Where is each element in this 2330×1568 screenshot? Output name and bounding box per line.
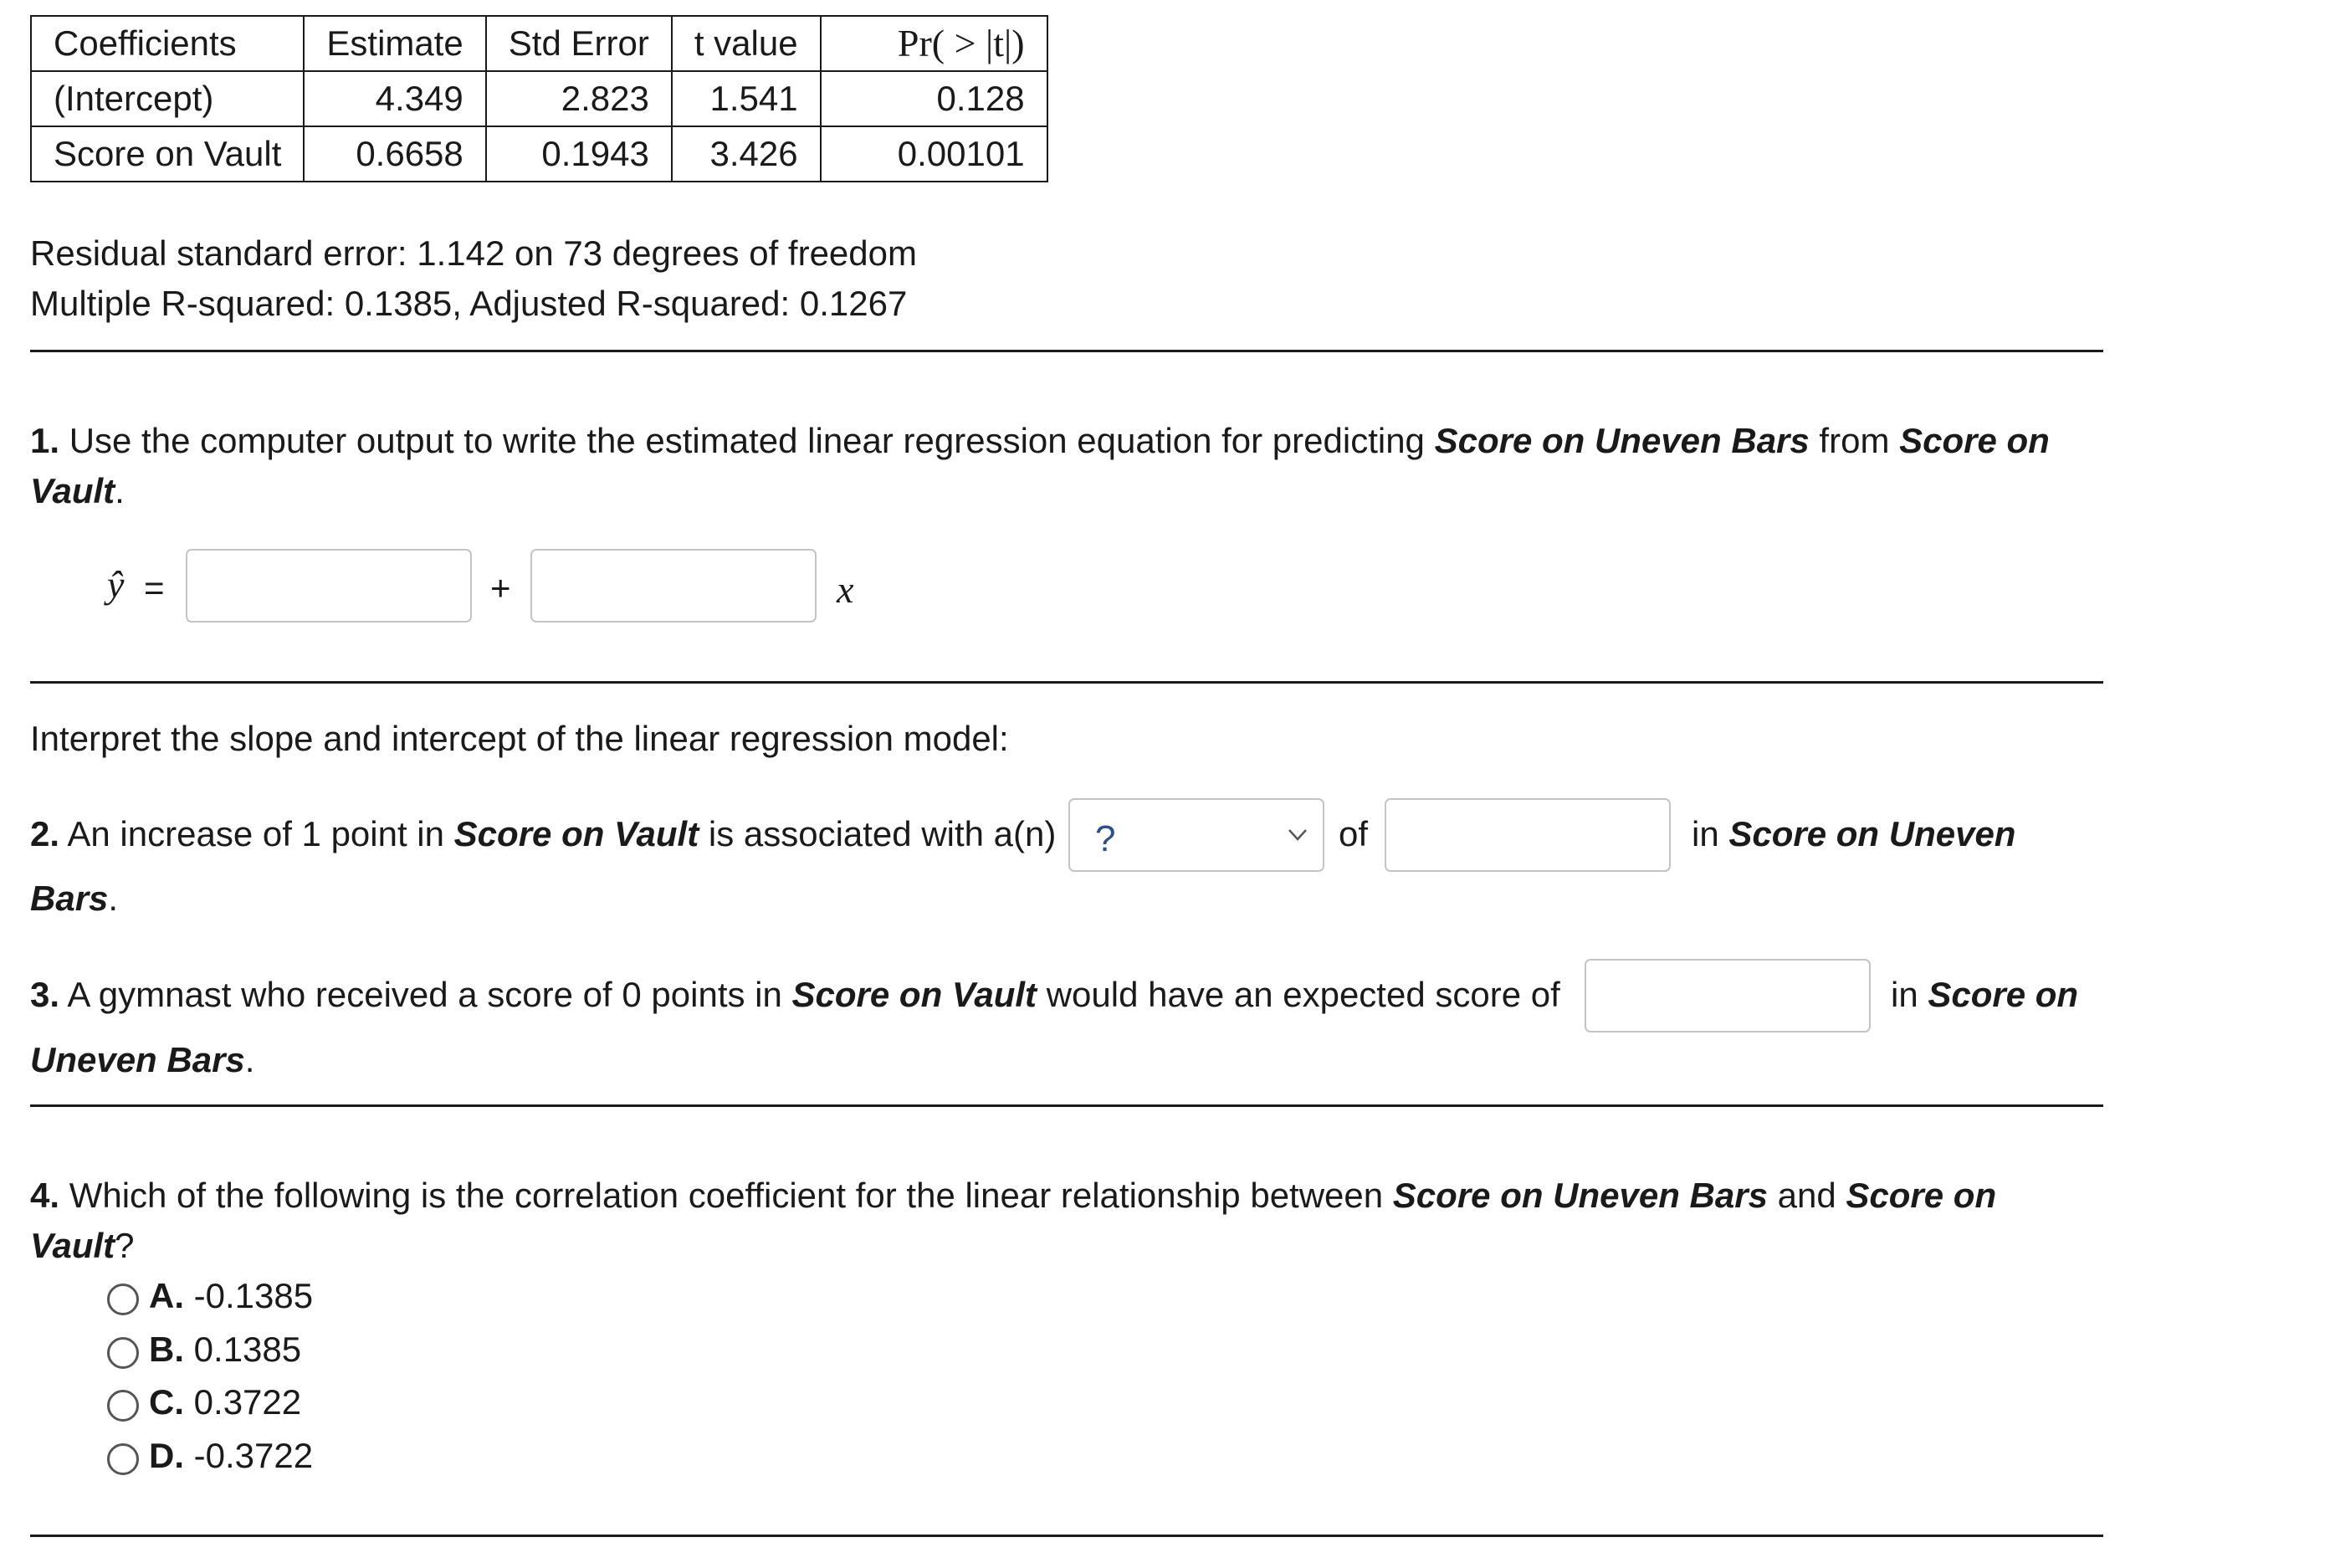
question-3-tail [1891, 977, 2078, 1012]
table-cell: 2.823 [486, 71, 672, 126]
table-cell: Score on Vault [31, 126, 304, 182]
intercept-input[interactable] [186, 549, 472, 623]
variable-name: Score on Uneven [1728, 814, 2016, 853]
table-header-cell: t value [672, 16, 821, 71]
punctuation: . [115, 471, 125, 510]
question-1-text [30, 423, 2050, 459]
question-2-tail [1692, 814, 2016, 853]
variable-name: Score on Vault [453, 814, 699, 853]
question-2-text-cont [30, 881, 118, 916]
question-text: A gymnast who received a score of 0 points in [59, 975, 792, 1014]
variable-name: Uneven Bars [30, 1040, 245, 1079]
table-cell: 4.349 [304, 71, 485, 126]
option-letter: C. [149, 1382, 184, 1422]
variable-name: Score on Uneven Bars [1392, 1176, 1768, 1215]
option-value: -0.1385 [184, 1276, 314, 1315]
slope-input[interactable] [530, 549, 817, 623]
question-text: from [1809, 421, 1900, 460]
option-value: -0.3722 [184, 1436, 314, 1475]
punctuation: ? [115, 1226, 135, 1265]
question-3-text [30, 977, 1560, 1012]
table-cell: 1.541 [672, 71, 821, 126]
table-cell: 0.00101 [821, 126, 1047, 182]
table-row [31, 126, 1047, 182]
table-row [31, 71, 1047, 126]
direction-select[interactable] [1068, 798, 1324, 872]
chevron-down-icon [1288, 828, 1308, 842]
r-squared-text: Multiple R-squared: 0.1385, Adjusted R-squared: 0.1267 [30, 284, 908, 323]
option-label [149, 1382, 302, 1422]
question-2-text [30, 814, 1057, 853]
variable-name: Score on [1899, 421, 2050, 460]
interpret-heading: Interpret the slope and intercept of the linear regression model: [30, 719, 1009, 758]
select-value: ? [1095, 818, 1116, 859]
divider [30, 681, 2103, 684]
table-cell: 0.128 [821, 71, 1047, 126]
option-value: 0.3722 [184, 1382, 302, 1422]
option-label [149, 1438, 313, 1473]
equals-sign: = [144, 568, 165, 607]
plus-sign: + [490, 568, 511, 607]
table-header-cell: Estimate [304, 16, 485, 71]
question-text: Use the computer output to write the estimated linear regression equation for predicting [59, 421, 1435, 460]
of-text: of [1339, 814, 1369, 853]
variable-name: Score on Vault [791, 975, 1037, 1014]
question-1-text-cont [30, 471, 125, 510]
punctuation: . [244, 1040, 255, 1079]
variable-name: Score on Uneven Bars [1434, 421, 1810, 460]
table-cell: 0.6658 [304, 126, 485, 182]
question-number: 2. [30, 814, 60, 853]
question-4-text [30, 1178, 1996, 1213]
variable-name: Vault [30, 1226, 115, 1265]
variable-name: Score on [1846, 1176, 1997, 1215]
table-header-row [31, 16, 1047, 71]
question-3-text-cont [30, 1040, 255, 1079]
option-letter: B. [149, 1330, 184, 1369]
residual-error-text: Residual standard error: 1.142 on 73 degrees of freedom [30, 233, 917, 273]
radio-button[interactable] [107, 1337, 139, 1369]
question-text: would have an expected score of [1037, 975, 1560, 1014]
question-text: is associated with a(n) [699, 814, 1057, 853]
table-header-cell: Std Error [486, 16, 672, 71]
table-cell: (Intercept) [31, 71, 304, 126]
question-number: 4. [30, 1176, 60, 1215]
option-label [149, 1278, 313, 1314]
intercept-interpretation-input[interactable] [1585, 959, 1871, 1033]
radio-button[interactable] [107, 1390, 139, 1422]
question-number: 3. [30, 975, 60, 1014]
divider [30, 1104, 2103, 1107]
option-label [149, 1332, 301, 1367]
table-header-cell: Coefficients [31, 16, 304, 71]
punctuation: . [108, 879, 119, 918]
question-text: An increase of 1 point in [59, 814, 454, 853]
table-cell: 3.426 [672, 126, 821, 182]
x-variable: x [837, 568, 854, 611]
table-cell: 0.1943 [486, 126, 672, 182]
slope-amount-input[interactable] [1385, 798, 1671, 872]
question-text: Which of the following is the correlation coefficient for the linear relationship between [59, 1176, 1393, 1215]
divider [30, 1535, 2103, 1537]
option-letter: A. [149, 1276, 184, 1315]
radio-button[interactable] [107, 1443, 139, 1475]
question-number: 1. [30, 421, 60, 460]
table-header-cell: Pr( > |t|) [821, 16, 1047, 71]
radio-button[interactable] [107, 1284, 139, 1315]
question-text: and [1767, 1176, 1846, 1215]
y-hat-symbol: ŷ [107, 563, 125, 606]
variable-name: Bars [30, 879, 109, 918]
question-text: in [1692, 814, 1729, 853]
variable-name: Vault [30, 471, 115, 510]
option-letter: D. [149, 1436, 184, 1475]
option-value: 0.1385 [184, 1330, 302, 1369]
question-4-text-cont [30, 1228, 134, 1263]
coefficients-table [30, 15, 1048, 182]
variable-name: Score on [1928, 975, 2079, 1014]
divider [30, 350, 2103, 352]
question-text: in [1891, 975, 1928, 1014]
